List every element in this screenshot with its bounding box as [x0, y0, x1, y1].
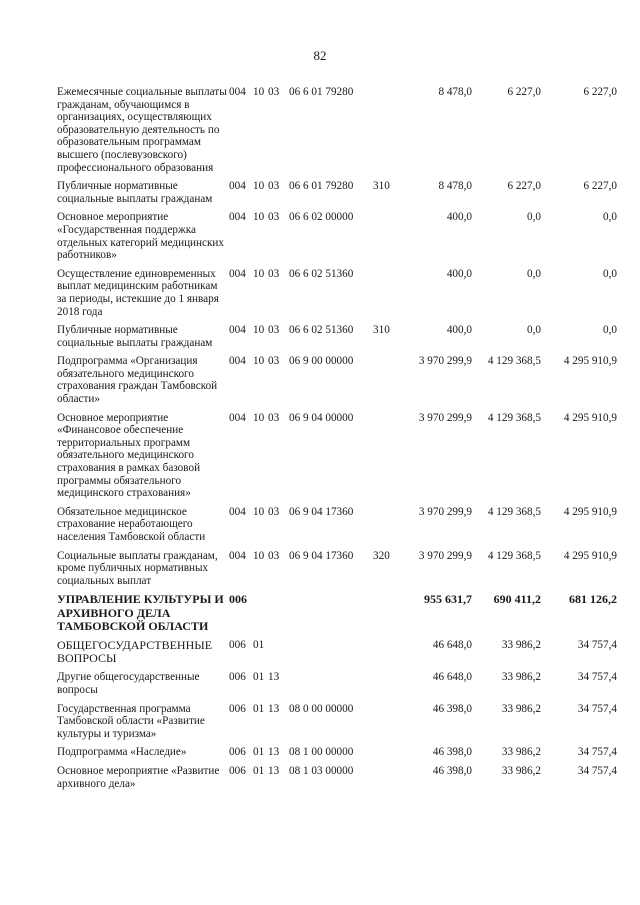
expense-type-code [373, 506, 395, 550]
amount-year-3: 0,0 [603, 267, 617, 280]
table-row [57, 639, 617, 671]
row-name: Основное мероприятие «Государственная поддержка отдельных категорий медицинских работников» [57, 211, 225, 262]
expense-type-code: 310 [373, 324, 390, 337]
subsection-code [268, 593, 289, 639]
subsection-code: 03 [268, 411, 280, 424]
expense-type-code [373, 593, 395, 639]
target-article-code [289, 639, 373, 671]
amount-year-2: 0,0 [527, 267, 541, 280]
section-code [253, 593, 268, 639]
row-name: Государственная программа Тамбовской области «Развитие культуры и туризма» [57, 702, 205, 740]
expense-type-code [373, 765, 395, 796]
row-name: Подпрограмма «Наследие» [57, 746, 187, 759]
budget-table [57, 86, 617, 796]
amount-year-1: 3 970 299,9 [418, 411, 472, 424]
table-row [57, 268, 617, 324]
ministry-code: 006 [229, 671, 246, 684]
row-name: Обязательное медицинское страхование неработающего населения Тамбовской области [57, 505, 206, 543]
expense-type-code [373, 639, 395, 671]
expense-type-code [373, 268, 395, 324]
target-article-code: 08 0 00 00000 [289, 702, 354, 715]
amount-year-3: 681 126,2 [569, 592, 617, 607]
amount-year-3: 34 757,4 [577, 638, 617, 651]
amount-year-2: 33 986,2 [501, 746, 541, 759]
ministry-code: 004 [229, 86, 246, 98]
expense-type-code [373, 86, 395, 180]
amount-year-1: 400,0 [446, 211, 472, 224]
amount-year-2: 33 986,2 [501, 764, 541, 777]
target-article-code [289, 593, 373, 639]
row-name: УПРАВЛЕНИЕ КУЛЬТУРЫ И АРХИВНОГО ДЕЛА ТАМБОВСКОЙ ОБЛАСТИ [57, 592, 224, 633]
row-name: Основное мероприятие «Развитие архивного дела» [57, 764, 220, 790]
section-code: 01 [253, 638, 265, 651]
amount-year-1: 8 478,0 [438, 86, 472, 98]
amount-year-2: 4 129 368,5 [487, 505, 541, 518]
section-code: 01 [253, 671, 265, 684]
target-article-code: 08 1 03 00000 [289, 764, 354, 777]
amount-year-3: 34 757,4 [577, 671, 617, 684]
amount-year-1: 400,0 [446, 267, 472, 280]
amount-year-3: 4 295 910,9 [563, 355, 617, 368]
amount-year-3: 4 295 910,9 [563, 549, 617, 562]
subsection-code: 13 [268, 671, 280, 684]
subsection-code: 03 [268, 180, 280, 193]
amount-year-2: 33 986,2 [501, 702, 541, 715]
amount-year-1: 955 631,7 [424, 592, 472, 607]
table-row [57, 550, 617, 594]
table-row [57, 765, 617, 796]
row-name: Подпрограмма «Организация обязательного медицинского страхования граждан Тамбовской области» [57, 355, 218, 406]
ministry-code: 006 [229, 746, 246, 759]
target-article-code [289, 671, 373, 702]
expense-type-code [373, 671, 395, 702]
amount-year-2: 33 986,2 [501, 638, 541, 651]
amount-year-2: 0,0 [527, 324, 541, 337]
target-article-code: 06 9 04 17360 [289, 549, 354, 562]
ministry-code: 004 [229, 411, 246, 424]
section-code: 10 [253, 86, 265, 98]
expense-type-code [373, 412, 395, 506]
amount-year-1: 46 398,0 [432, 702, 472, 715]
ministry-code: 006 [229, 764, 246, 777]
amount-year-1: 46 648,0 [432, 638, 472, 651]
table-row [57, 703, 617, 747]
target-article-code: 06 6 02 00000 [289, 211, 354, 224]
amount-year-3: 34 757,4 [577, 764, 617, 777]
table-row [57, 324, 617, 355]
ministry-code: 004 [229, 324, 246, 337]
subsection-code: 03 [268, 267, 280, 280]
amount-year-1: 46 648,0 [432, 671, 472, 684]
expense-type-code: 310 [373, 180, 390, 193]
table-row [57, 355, 617, 411]
expense-type-code [373, 703, 395, 747]
target-article-code: 06 6 02 51360 [289, 267, 354, 280]
subsection-code [268, 639, 289, 671]
amount-year-3: 6 227,0 [583, 86, 617, 98]
row-name: Другие общегосударственные вопросы [57, 671, 200, 696]
ministry-code: 004 [229, 355, 246, 368]
subsection-code: 03 [268, 355, 280, 368]
section-code: 10 [253, 211, 265, 224]
amount-year-1: 3 970 299,9 [418, 355, 472, 368]
subsection-code: 03 [268, 505, 280, 518]
row-name: Публичные нормативные социальные выплаты гражданам [57, 180, 213, 205]
amount-year-2: 0,0 [527, 211, 541, 224]
ministry-code: 004 [229, 211, 246, 224]
ministry-code: 006 [229, 638, 246, 651]
subsection-code: 03 [268, 549, 280, 562]
section-code: 10 [253, 324, 265, 337]
target-article-code: 06 9 00 00000 [289, 355, 354, 368]
amount-year-2: 4 129 368,5 [487, 411, 541, 424]
amount-year-1: 8 478,0 [438, 180, 472, 193]
amount-year-3: 34 757,4 [577, 746, 617, 759]
amount-year-3: 6 227,0 [583, 180, 617, 193]
table-row [57, 211, 617, 267]
subsection-code: 13 [268, 764, 280, 777]
ministry-code: 006 [229, 592, 247, 607]
ministry-code: 004 [229, 505, 246, 518]
subsection-code: 03 [268, 86, 280, 98]
row-name: Осуществление единовременных выплат медицинским работникам за периоды, истекшие до 1 января 2018 года [57, 267, 219, 318]
target-article-code: 06 6 01 79280 [289, 86, 354, 98]
ministry-code: 004 [229, 180, 246, 193]
target-article-code: 06 9 04 00000 [289, 411, 354, 424]
section-code: 10 [253, 180, 265, 193]
amount-year-2: 690 411,2 [493, 592, 541, 607]
table-row [57, 180, 617, 211]
table-row [57, 86, 617, 180]
ministry-code: 004 [229, 267, 246, 280]
section-code: 01 [253, 746, 265, 759]
amount-year-3: 34 757,4 [577, 702, 617, 715]
expense-type-code [373, 211, 395, 267]
table-row [57, 593, 617, 639]
amount-year-2: 4 129 368,5 [487, 355, 541, 368]
expense-type-code [373, 355, 395, 411]
table-row [57, 746, 617, 765]
amount-year-3: 4 295 910,9 [563, 411, 617, 424]
target-article-code: 06 6 01 79280 [289, 180, 354, 193]
target-article-code: 08 1 00 00000 [289, 746, 354, 759]
target-article-code: 06 6 02 51360 [289, 324, 354, 337]
table-row [57, 671, 617, 702]
subsection-code: 13 [268, 746, 280, 759]
row-name: Ежемесячные социальные выплаты гражданам, обучающимся в организациях, осуществляющих образовательную деятельность по образовательным программам высшего (послевузовского) профессионального образования [57, 86, 227, 174]
target-article-code: 06 9 04 17360 [289, 505, 354, 518]
amount-year-2: 33 986,2 [501, 671, 541, 684]
subsection-code: 03 [268, 211, 280, 224]
section-code: 01 [253, 764, 265, 777]
subsection-code: 03 [268, 324, 280, 337]
expense-type-code: 320 [373, 549, 390, 562]
amount-year-1: 3 970 299,9 [418, 549, 472, 562]
section-code: 10 [253, 267, 265, 280]
expense-type-code [373, 746, 395, 765]
amount-year-3: 4 295 910,9 [563, 505, 617, 518]
budget-table-body [57, 86, 617, 796]
amount-year-3: 0,0 [603, 211, 617, 224]
row-name: ОБЩЕГОСУДАРСТВЕННЫЕ ВОПРОСЫ [57, 637, 213, 666]
amount-year-1: 3 970 299,9 [418, 505, 472, 518]
table-row [57, 412, 617, 506]
page-number: 82 [313, 48, 327, 63]
section-code: 10 [253, 549, 265, 562]
row-name: Основное мероприятие «Финансовое обеспечение территориальных программ обязательного медицинского страхования в рамках базовой программы обязательного медицинского страхования» [57, 411, 201, 500]
amount-year-2: 4 129 368,5 [487, 549, 541, 562]
amount-year-1: 46 398,0 [432, 764, 472, 777]
subsection-code: 13 [268, 702, 280, 715]
section-code: 10 [253, 505, 265, 518]
amount-year-1: 400,0 [446, 324, 472, 337]
ministry-code: 004 [229, 549, 246, 562]
row-name: Публичные нормативные социальные выплаты гражданам [57, 324, 213, 349]
amount-year-2: 6 227,0 [507, 86, 541, 98]
section-code: 10 [253, 355, 265, 368]
amount-year-2: 6 227,0 [507, 180, 541, 193]
amount-year-3: 0,0 [603, 324, 617, 337]
amount-year-1: 46 398,0 [432, 746, 472, 759]
table-row [57, 506, 617, 550]
row-name: Социальные выплаты гражданам, кроме публичных нормативных социальных выплат [57, 549, 218, 587]
section-code: 10 [253, 411, 265, 424]
section-code: 01 [253, 702, 265, 715]
ministry-code: 006 [229, 702, 246, 715]
